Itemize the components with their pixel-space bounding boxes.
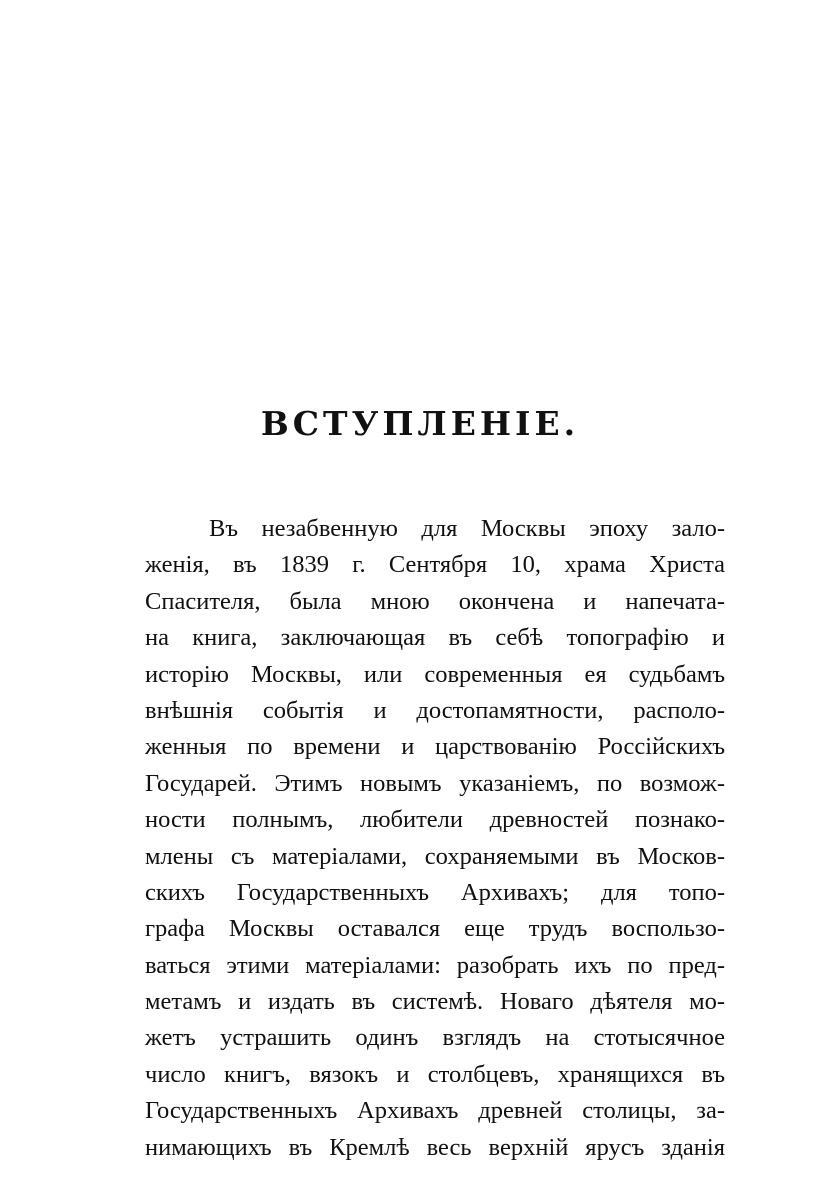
paragraph-line: нимающихъ въ Кремлѣ весь верхній ярусъ зданія [145, 1133, 725, 1161]
paragraph-line: Государственныхъ Архивахъ древней столицы, за- [145, 1097, 725, 1125]
paragraph-line: число книгъ, вязокъ и столбцевъ, хранящихся въ [145, 1060, 725, 1088]
introduction-paragraph [145, 511, 725, 1166]
paragraph-line: жетъ устрашить одинъ взглядъ на стотысячное [145, 1024, 725, 1052]
paragraph-line: на книга, заключающая въ себѣ топографію и [145, 624, 725, 652]
paragraph-line: метамъ и издать въ системѣ. Новаго дѣятеля мо- [145, 988, 725, 1016]
paragraph-line: графа Москвы оставался еще трудъ воспользо- [145, 915, 725, 943]
paragraph-line: млены съ матеріалами, сохраняемыми въ Москов- [145, 842, 725, 870]
paragraph-line: ваться этими матеріалами: разобрать ихъ по пред- [145, 951, 725, 979]
paragraph-line: Спасителя, была мною окончена и напечата- [145, 587, 725, 615]
paragraph-line: скихъ Государственныхъ Архивахъ; для топо- [145, 878, 725, 906]
paragraph-line: Государей. Этимъ новымъ указаніемъ, по возмож- [145, 769, 725, 797]
chapter-heading: ВСТУПЛЕНІЕ. [260, 404, 580, 443]
paragraph-line: женія, въ 1839 г. Сентября 10, храма Христа [145, 551, 725, 579]
paragraph-line: внѣшнія событія и достопамятности, располо- [145, 696, 725, 724]
paragraph-line: исторію Москвы, или современныя ея судьбамъ [145, 660, 725, 688]
paragraph-line: женныя по времени и царствованію Россійскихъ [145, 733, 725, 761]
paragraph-line: ности полнымъ, любители древностей познако- [145, 806, 725, 834]
paragraph-line: Въ незабвенную для Москвы эпоху зало- [209, 515, 725, 542]
